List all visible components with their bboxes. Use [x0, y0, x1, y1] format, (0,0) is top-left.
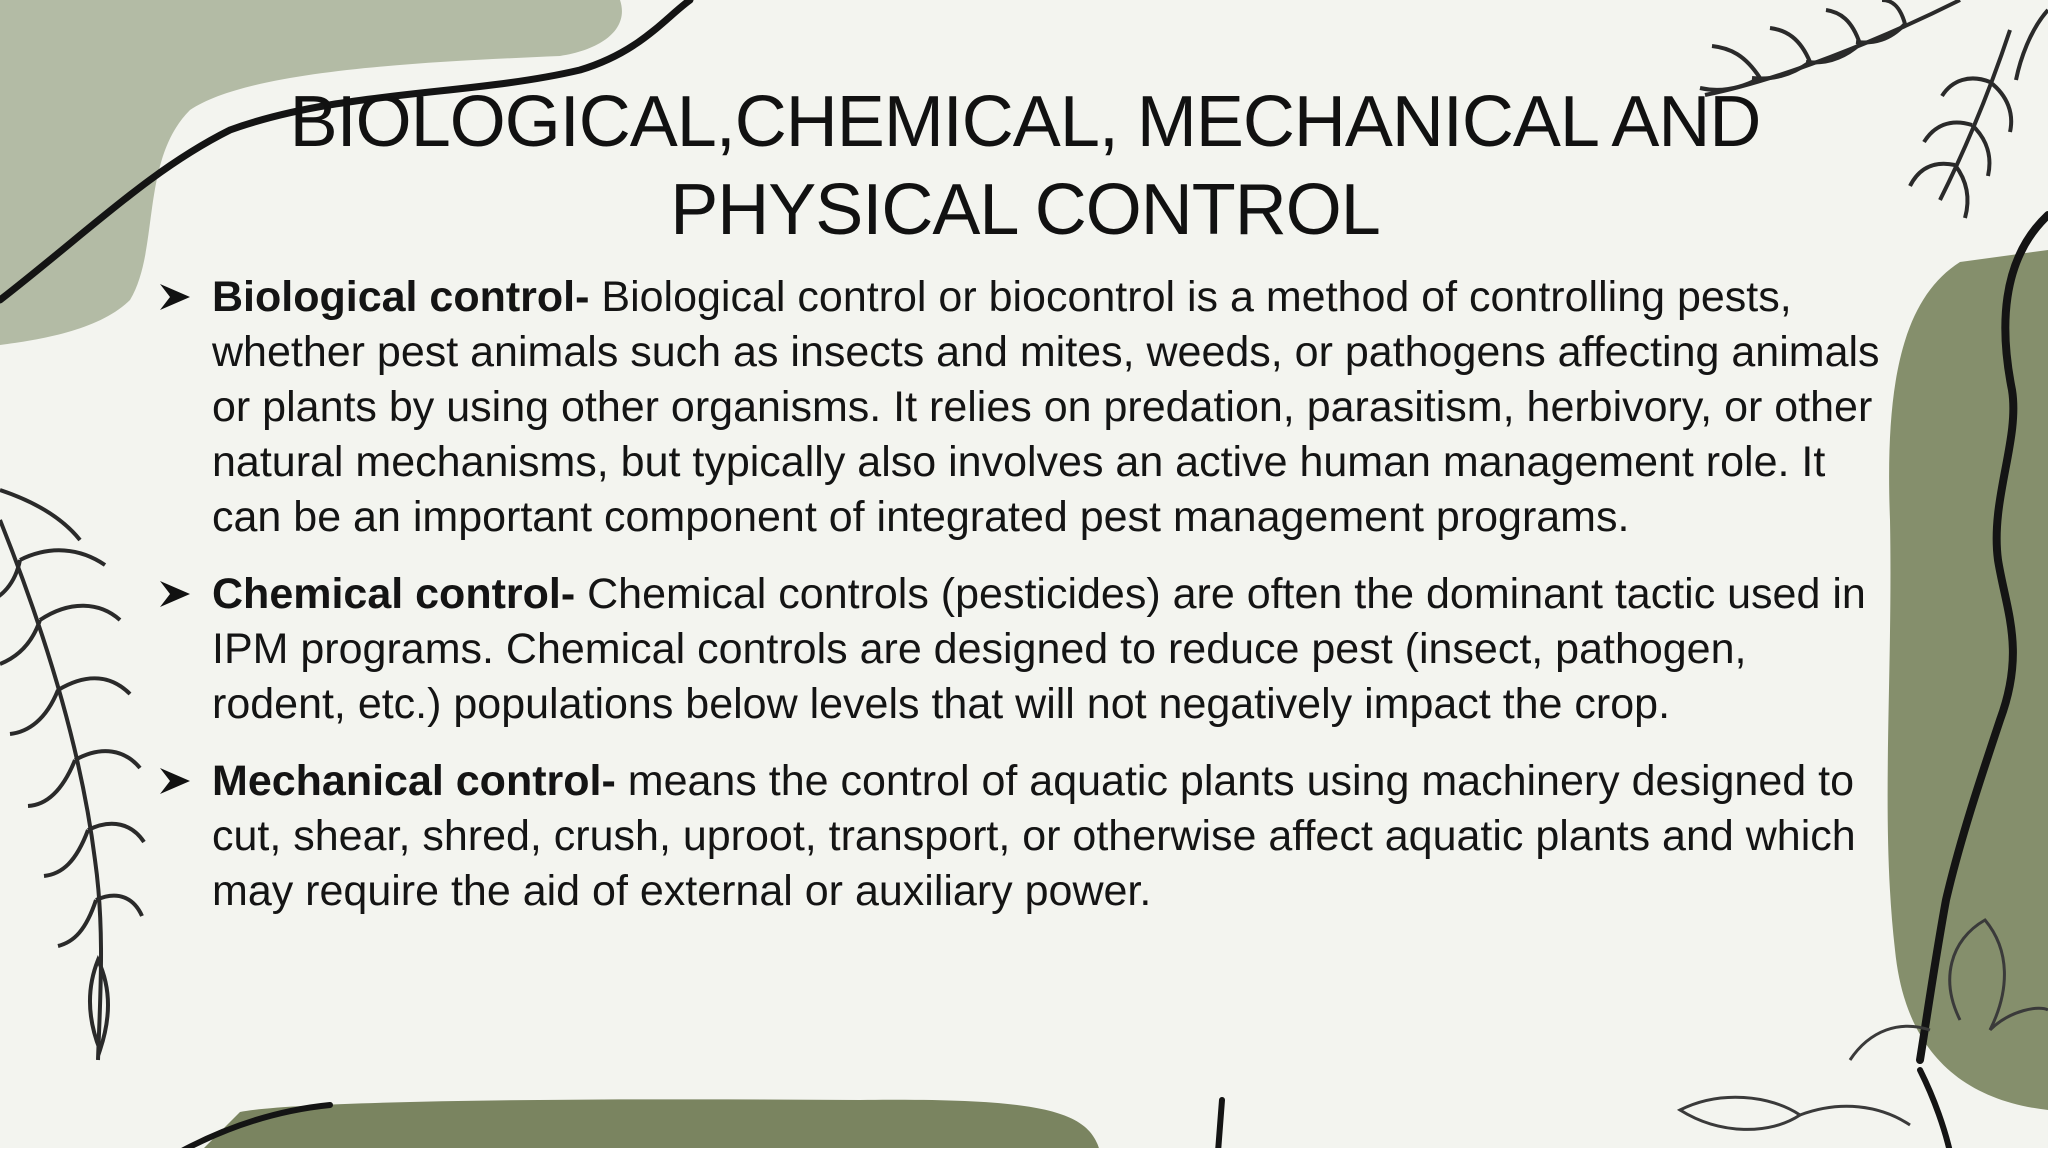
bullet-term: Biological control- [212, 273, 590, 321]
arrowhead-bullet-icon [158, 766, 192, 796]
slide-title [180, 78, 1870, 254]
title-line-2: PHYSICAL CONTROL [670, 170, 1380, 250]
bullet-text: Chemical controls (pesticides) are often the dominant tactic used in IPM programs. Chemical controls are designed to reduce pest (insect, pathogen, rodent, etc.) populations below levels that will not negatively impact the crop. [212, 570, 1866, 728]
bullet-biological-control [150, 270, 1890, 545]
bullet-text: Biological control or biocontrol is a method of controlling pests, whether pest animals such as insects and mites, weeds, or pathogens affecting animals or plants by using other organisms. It relies on predation, parasitism, herbivory, or other natural mechanisms, but typically also involves an active human management role. It can be an important component of integrated pest management programs. [212, 273, 1880, 541]
fern-left [0, 490, 144, 1060]
bullet-term: Chemical control- [212, 570, 576, 618]
bottom-band [0, 1148, 2048, 1152]
arrowhead-bullet-icon [158, 579, 192, 609]
vine-line-bottom-center [1218, 1100, 1222, 1152]
bullet-mechanical-control [150, 754, 1890, 919]
bullet-chemical-control [150, 567, 1890, 732]
bullet-term: Mechanical control- [212, 757, 616, 805]
vine-line-bottom-right [1920, 1070, 1950, 1152]
title-line-1: BIOLOGICAL,CHEMICAL, MECHANICAL AND [289, 82, 1761, 162]
bullet-text: means the control of aquatic plants using machinery designed to cut, shear, shred, crush, uproot, transport, or otherwise affect aquatic plants and which may require the aid of external or auxiliary power. [212, 757, 1856, 915]
sage-blob-right [1888, 250, 2048, 1110]
sage-blob-bottom [200, 1099, 1100, 1152]
bullet-list [150, 270, 1890, 941]
arrowhead-bullet-icon [158, 282, 192, 312]
